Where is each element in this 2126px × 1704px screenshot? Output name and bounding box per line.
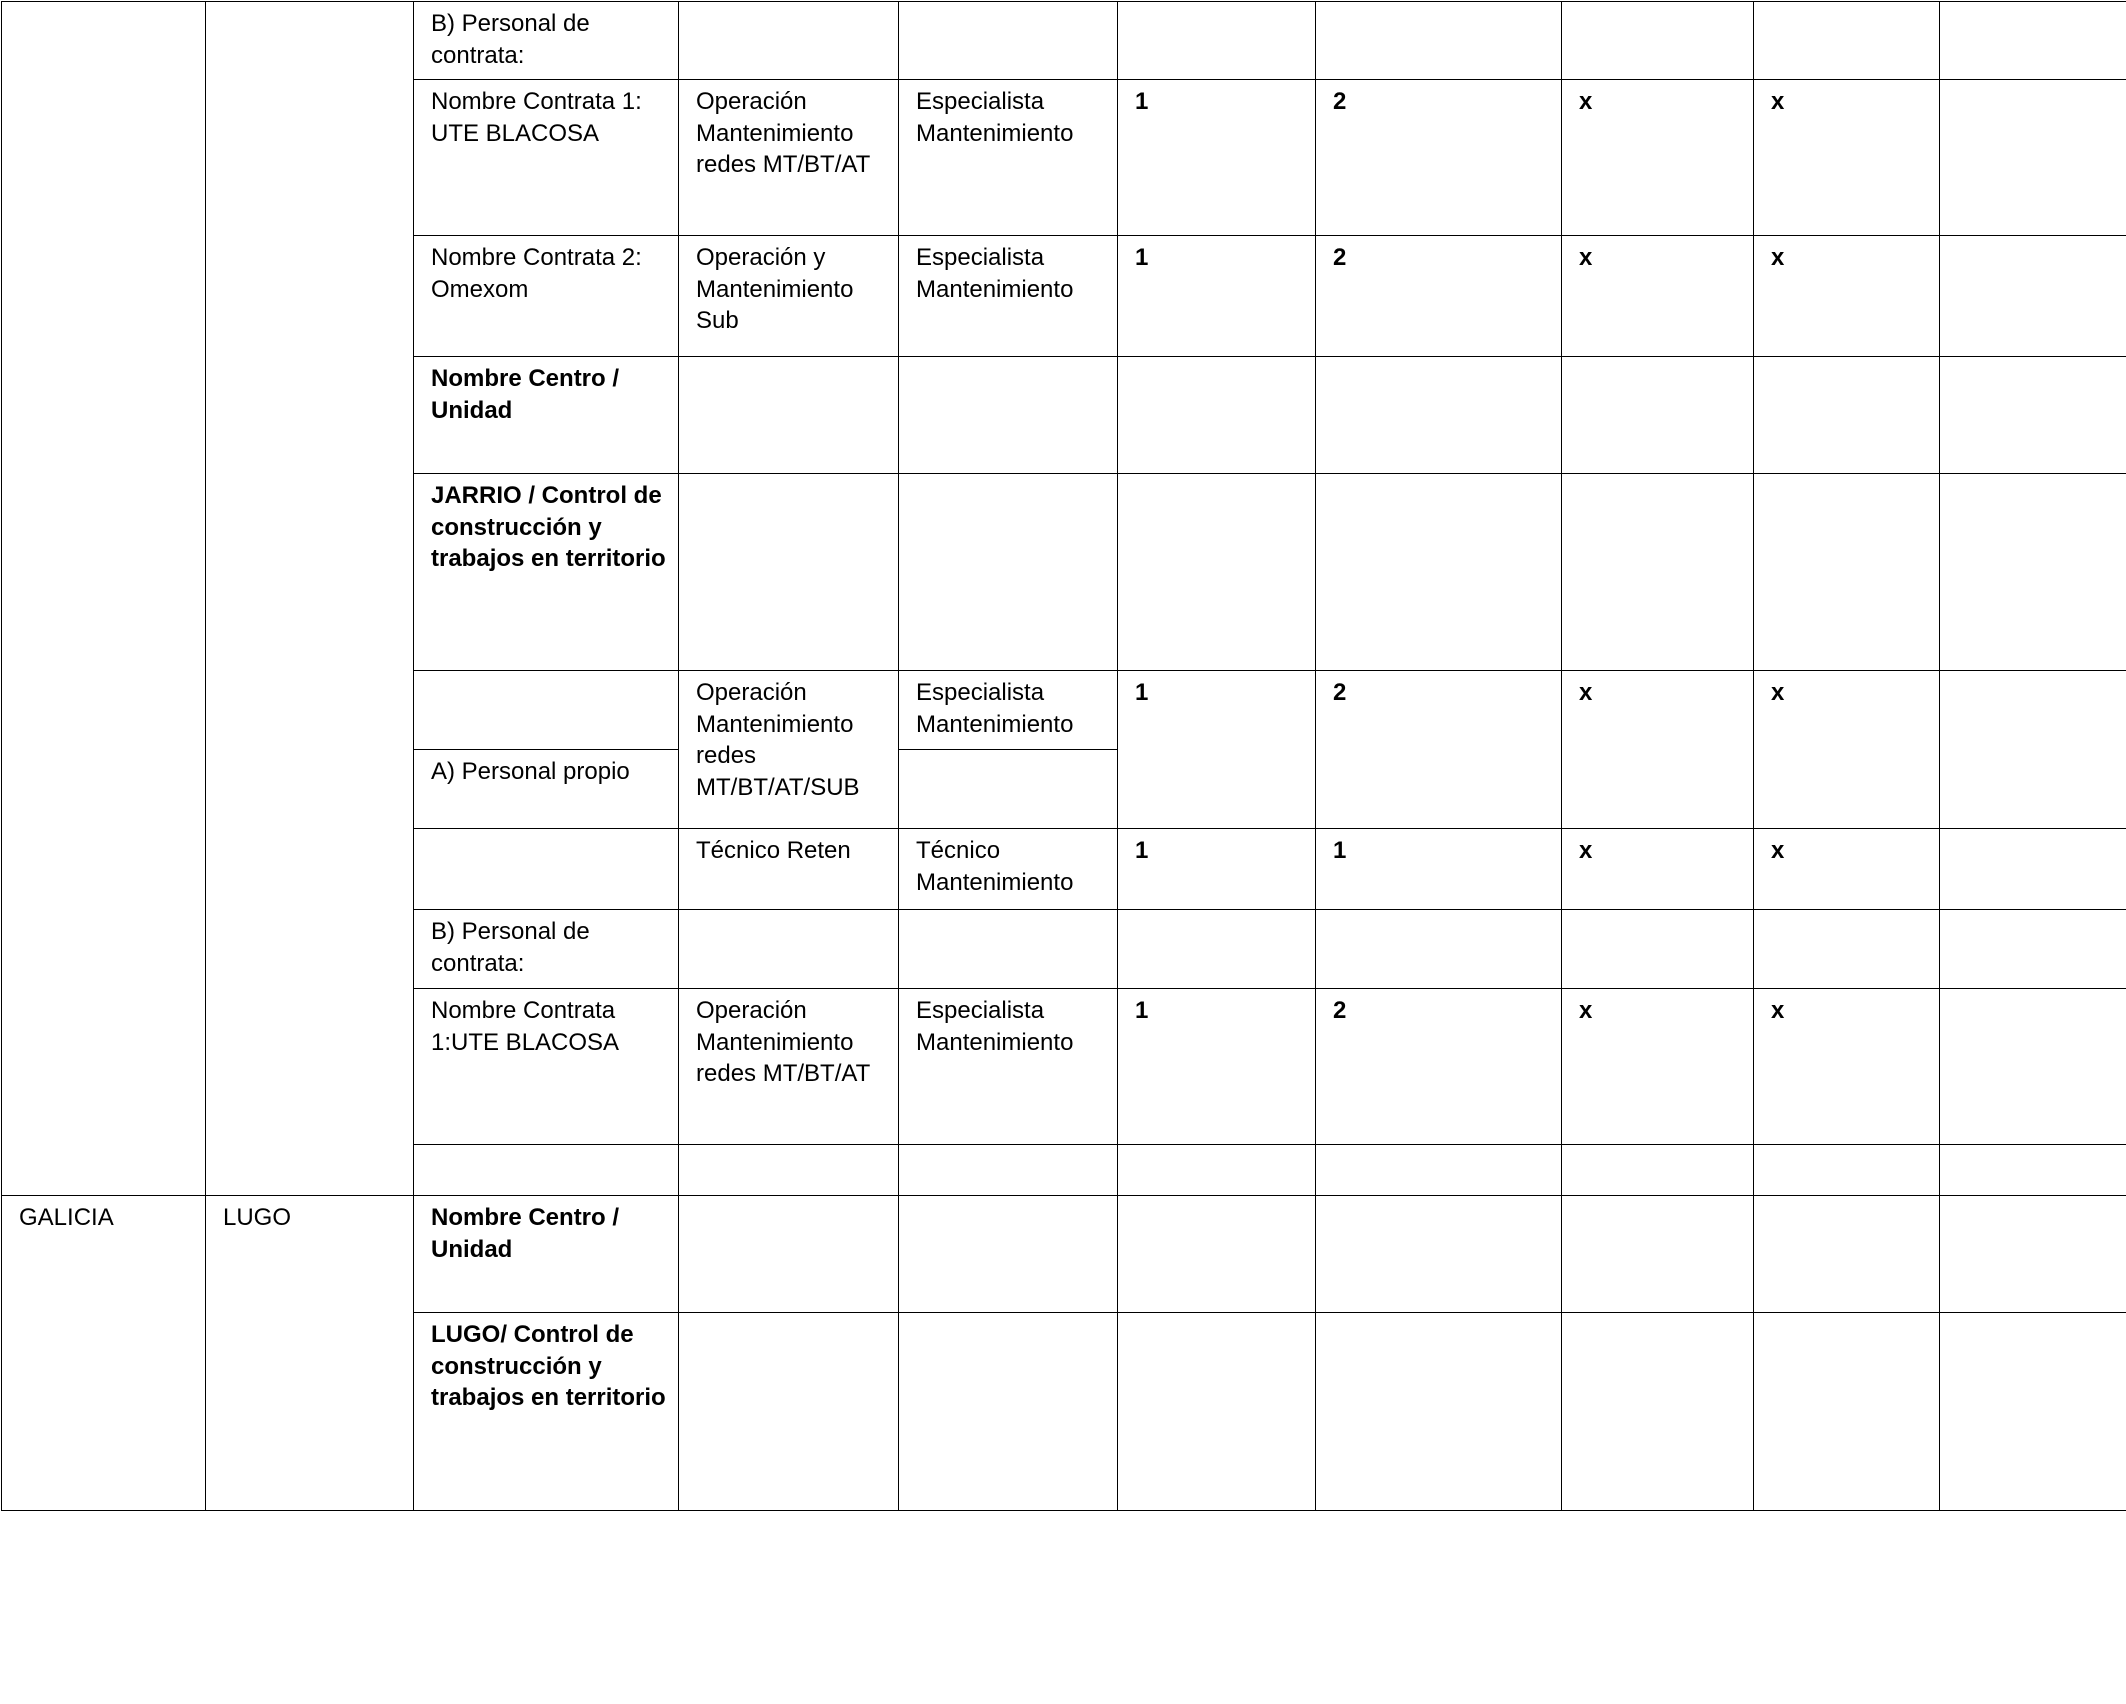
table-cell <box>1315 1 1563 81</box>
table-cell <box>1117 79 1317 237</box>
table-cell <box>678 1 900 81</box>
cell-text: A) Personal propio <box>431 758 630 785</box>
cell-text: 2 <box>1333 88 1347 115</box>
cell-text: x <box>1579 997 1593 1024</box>
table-cell <box>1561 988 1755 1146</box>
table-cell <box>413 988 680 1146</box>
table-cell <box>678 909 900 990</box>
cell-text: Especialista Mantenimiento <box>916 679 1074 738</box>
cell-text: Especialista Mantenimiento <box>916 88 1074 147</box>
table-cell <box>1117 1312 1317 1511</box>
table-cell <box>1561 1195 1755 1314</box>
table-cell <box>898 1195 1119 1314</box>
table-cell <box>413 1 680 81</box>
table-cell <box>1561 356 1755 475</box>
table-cell <box>413 749 680 830</box>
cell-text: 1 <box>1135 679 1149 706</box>
cell-text: x <box>1771 88 1785 115</box>
table-cell <box>1753 828 1941 911</box>
table-cell <box>1753 356 1941 475</box>
table-cell <box>898 1 1119 81</box>
table-cell <box>1117 1144 1317 1197</box>
table-cell <box>898 473 1119 672</box>
table-cell <box>1939 1 2126 81</box>
table-cell <box>678 988 900 1146</box>
table-cell <box>678 828 900 911</box>
cell-text: x <box>1579 679 1593 706</box>
table-cell <box>1315 79 1563 237</box>
cell-text: B) Personal de contrata: <box>431 10 590 69</box>
table-cell <box>1753 235 1941 358</box>
table-cell <box>1753 988 1941 1146</box>
table-cell <box>1315 1144 1563 1197</box>
cell-text: Operación Mantenimiento redes MT/BT/AT <box>696 997 871 1087</box>
table-cell <box>1939 909 2126 990</box>
table-cell <box>1315 1312 1563 1511</box>
cell-text: Operación y Mantenimiento Sub <box>696 244 854 334</box>
cell-text: Nombre Centro / Unidad <box>431 1204 620 1263</box>
table-cell <box>678 473 900 672</box>
table-cell <box>1753 1195 1941 1314</box>
table-cell <box>898 988 1119 1146</box>
cell-text: x <box>1771 837 1785 864</box>
table-cell <box>1753 79 1941 237</box>
table-cell <box>1561 909 1755 990</box>
table-cell <box>1117 828 1317 911</box>
table-cell <box>1753 670 1941 830</box>
table-cell <box>678 79 900 237</box>
table-cell <box>1315 670 1563 830</box>
cell-text: x <box>1771 244 1785 271</box>
table-cell <box>898 235 1119 358</box>
table-cell <box>1315 473 1563 672</box>
table-cell <box>1753 1144 1941 1197</box>
table-cell <box>1315 909 1563 990</box>
cell-text: JARRIO / Control de construcción y trabajos en territorio <box>431 482 666 572</box>
table-cell <box>1939 235 2126 358</box>
cell-text: 1 <box>1135 997 1149 1024</box>
table-cell <box>1939 988 2126 1146</box>
cell-text: Técnico Reten <box>696 837 851 864</box>
table-cell <box>413 1195 680 1314</box>
table-cell <box>1939 473 2126 672</box>
cell-text: Operación Mantenimiento redes MT/BT/AT/SUB <box>696 679 860 801</box>
table-cell <box>413 79 680 237</box>
cell-text: Nombre Contrata 1: UTE BLACOSA <box>431 88 642 147</box>
table-cell <box>1939 828 2126 911</box>
table-cell <box>678 1312 900 1511</box>
table-cell <box>1753 909 1941 990</box>
cell-text: GALICIA <box>19 1204 114 1231</box>
table-cell <box>678 1144 900 1197</box>
table-cell <box>1315 235 1563 358</box>
table-cell <box>898 356 1119 475</box>
cell-text: 1 <box>1135 837 1149 864</box>
cell-text: Nombre Contrata 1:UTE BLACOSA <box>431 997 620 1056</box>
table-cell <box>1561 1144 1755 1197</box>
cell-text: Nombre Contrata 2: Omexom <box>431 244 642 303</box>
table-cell <box>1117 1 1317 81</box>
cell-text: B) Personal de contrata: <box>431 918 590 977</box>
table-cell <box>1117 909 1317 990</box>
cell-text: LUGO/ Control de construcción y trabajos en territorio <box>431 1321 666 1411</box>
table-cell <box>1561 828 1755 911</box>
table-cell <box>1117 473 1317 672</box>
table-cell <box>1315 1195 1563 1314</box>
cell-text: Operación Mantenimiento redes MT/BT/AT <box>696 88 871 178</box>
table-cell <box>1939 1312 2126 1511</box>
table-cell <box>1561 79 1755 237</box>
table-cell <box>1939 1144 2126 1197</box>
table-cell <box>898 749 1119 830</box>
table-cell <box>413 356 680 475</box>
table-cell <box>898 670 1119 751</box>
table-cell <box>1561 473 1755 672</box>
table-cell <box>1939 79 2126 237</box>
table-cell <box>678 235 900 358</box>
cell-text: x <box>1579 837 1593 864</box>
cell-text: Especialista Mantenimiento <box>916 997 1074 1056</box>
table-cell <box>413 670 680 751</box>
table-cell <box>1117 988 1317 1146</box>
table-cell <box>898 1312 1119 1511</box>
cell-text: x <box>1771 679 1785 706</box>
cell-text: LUGO <box>223 1204 292 1231</box>
province-cell <box>205 1 415 1197</box>
table-cell <box>413 1312 680 1511</box>
cell-text: Técnico Mantenimiento <box>916 837 1074 896</box>
table-cell <box>413 909 680 990</box>
table-cell <box>1753 1 1941 81</box>
table-cell <box>898 1144 1119 1197</box>
cell-text: 1 <box>1333 837 1347 864</box>
table-cell <box>678 670 900 830</box>
table-cell <box>1753 1312 1941 1511</box>
table-cell <box>1315 356 1563 475</box>
cell-text: x <box>1771 997 1785 1024</box>
cell-text: x <box>1579 244 1593 271</box>
cell-text: Nombre Centro / Unidad <box>431 365 620 424</box>
table-cell <box>1561 1312 1755 1511</box>
table-cell <box>413 828 680 911</box>
table-cell <box>1939 1195 2126 1314</box>
cell-text: 1 <box>1135 244 1149 271</box>
table-cell <box>1117 1195 1317 1314</box>
province-cell <box>205 1195 415 1511</box>
cell-text: Especialista Mantenimiento <box>916 244 1074 303</box>
table-cell <box>1939 670 2126 830</box>
cell-text: 2 <box>1333 679 1347 706</box>
region-cell <box>1 1195 207 1511</box>
table-cell <box>898 828 1119 911</box>
table-cell <box>1315 988 1563 1146</box>
table-cell <box>413 235 680 358</box>
table-cell <box>678 1195 900 1314</box>
table-cell <box>1117 356 1317 475</box>
table-cell <box>1939 356 2126 475</box>
cell-text: 1 <box>1135 88 1149 115</box>
table-cell <box>1561 235 1755 358</box>
table-cell <box>1117 670 1317 830</box>
region-cell <box>1 1 207 1197</box>
table-cell <box>1753 473 1941 672</box>
table-cell <box>1561 670 1755 830</box>
table-cell <box>898 79 1119 237</box>
cell-text: 2 <box>1333 244 1347 271</box>
table-cell <box>1117 235 1317 358</box>
cell-text: x <box>1579 88 1593 115</box>
table-cell <box>413 1144 680 1197</box>
cell-text: 2 <box>1333 997 1347 1024</box>
table-cell <box>678 356 900 475</box>
table-cell <box>1315 828 1563 911</box>
table-cell <box>898 909 1119 990</box>
table-cell <box>413 473 680 672</box>
table-cell <box>1561 1 1755 81</box>
